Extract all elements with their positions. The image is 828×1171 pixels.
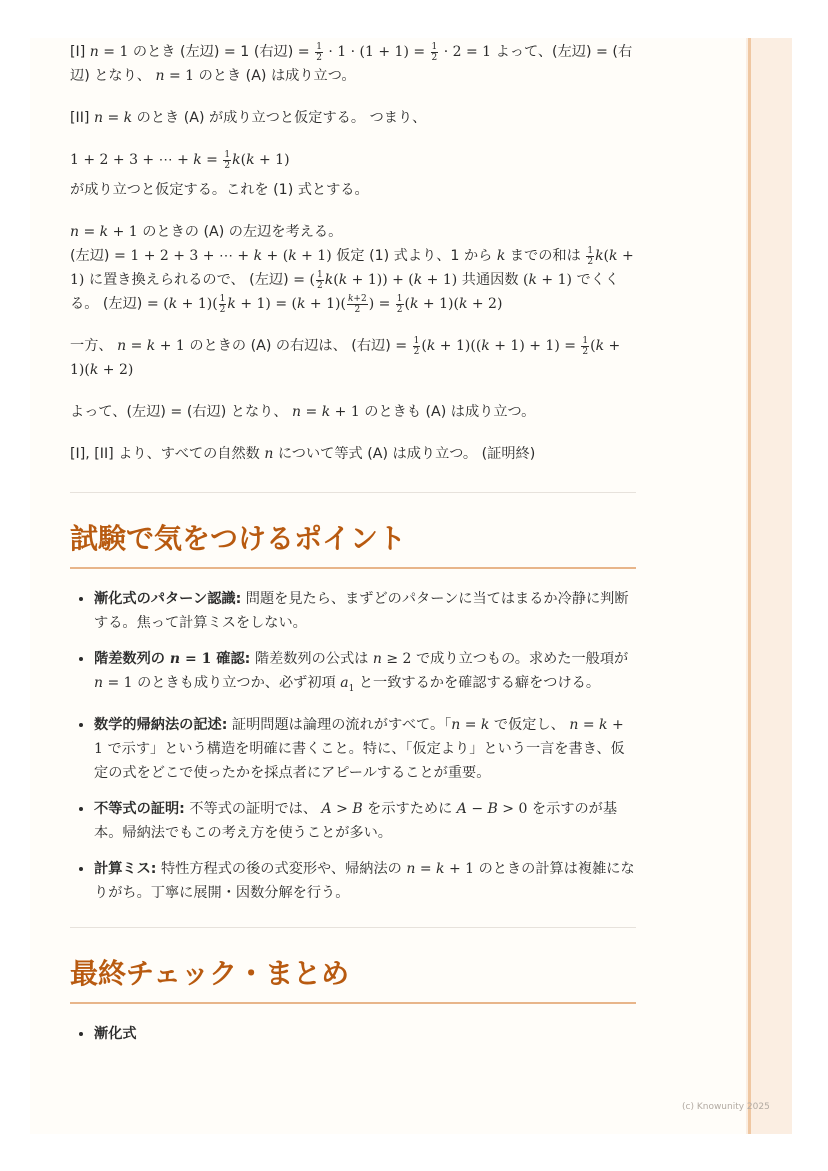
divider	[70, 927, 636, 928]
side-accent-line	[748, 38, 751, 1134]
proof-assumption-text: が成り立つと仮定する。これを (1) 式とする。	[70, 182, 369, 198]
section-heading-final: 最終チェック・まとめ	[70, 954, 636, 1004]
list-item: • 階差数列の n = 1 確認: 階差数列の公式は n ≥ 2 で成り立つもの。求めた一般項が n = 1 のときも成り立つか、必ず初項 $a_1$ と一致するかを確認する癖をつける。	[94, 647, 636, 701]
proof-right-side: 一方、 n = k + 1 のときの (A) の右辺は、 (右辺) = $\frac{1}{2}$ (k + 1)((k + 1) + 1) = $\frac{1}{2}$ (k + 1)(k + 2)	[70, 336, 621, 378]
list-item: • 不等式の証明: 不等式の証明では、 A > B を示すために A − B > 0 を示すのが基本。帰納法でもこの考え方を使うことが多い。	[94, 797, 636, 845]
points-list	[70, 587, 636, 905]
final-list	[70, 1022, 636, 1046]
list-item: • 数学的帰納法の記述: 証明問題は論理の流れがすべて。「n = k で仮定し、 n = k + 1 で示す」という構造を明確に書くこと。特に、「仮定より」という一言を書き、仮定の式をどこで使ったかを採点者にアピールすることが重要。	[94, 713, 636, 785]
document-content	[70, 40, 636, 1058]
proof-step-1: [I] n = 1 のとき (左辺) = 1 (右辺) = $\frac{1}{2}$ · 1 · (1 + 1) = $\frac{1}{2}$ · 2 = 1 よって、(左辺) = (右辺) となり、 n = 1 のとき (A) は成り立つ。	[70, 42, 633, 84]
copyright-footer: (c) Knowunity 2025	[682, 1102, 770, 1112]
proof-assumption-formula: 1 + 2 + 3 + ⋯ + k = $\frac{1}{2}$ k(k + 1)	[70, 150, 290, 172]
list-item: • 漸化式	[94, 1022, 636, 1046]
side-band	[746, 38, 792, 1134]
list-item: • 漸化式のパターン認識: 問題を見たら、まずどのパターンに当てはまるか冷静に判断する。焦って計算ミスをしない。	[94, 587, 636, 635]
divider	[70, 492, 636, 493]
proof-left-side: n = k + 1 のときの (A) の左辺を考える。 (左辺) = 1 + 2 + 3 + ⋯ + k + (k + 1) 仮定 (1) 式より、1 から k までの和は $\frac{1}{2}$ k(k + 1) に置き換えられるので、 (左辺) = ( $\frac{1}{2}$ k(k + 1)) + (k + 1) 共通因数 (k + 1) でくくる。 (左辺) = (k + 1)( $\frac{1}{2}$ k + 1) = (k + 1)( $\frac{k+2}{2}$ ) = $\frac{1}{2}$ (k + 1)(k + 2)	[70, 224, 634, 316]
section-heading-points: 試験で気をつけるポイント	[70, 519, 636, 569]
list-item: • 計算ミス: 特性方程式の後の式変形や、帰納法の n = k + 1 のときの計算は複雑になりがち。丁寧に展開・因数分解を行う。	[94, 857, 636, 905]
proof-step-2: [II] n = k のとき (A) が成り立つと仮定する。 つまり、	[70, 110, 427, 126]
proof-conclusion: [I], [II] より、すべての自然数 n について等式 (A) は成り立つ。 (証明終)	[70, 446, 536, 462]
proof-conclusion-step: よって、(左辺) = (右辺) となり、 n = k + 1 のときも (A) は成り立つ。	[70, 404, 536, 420]
